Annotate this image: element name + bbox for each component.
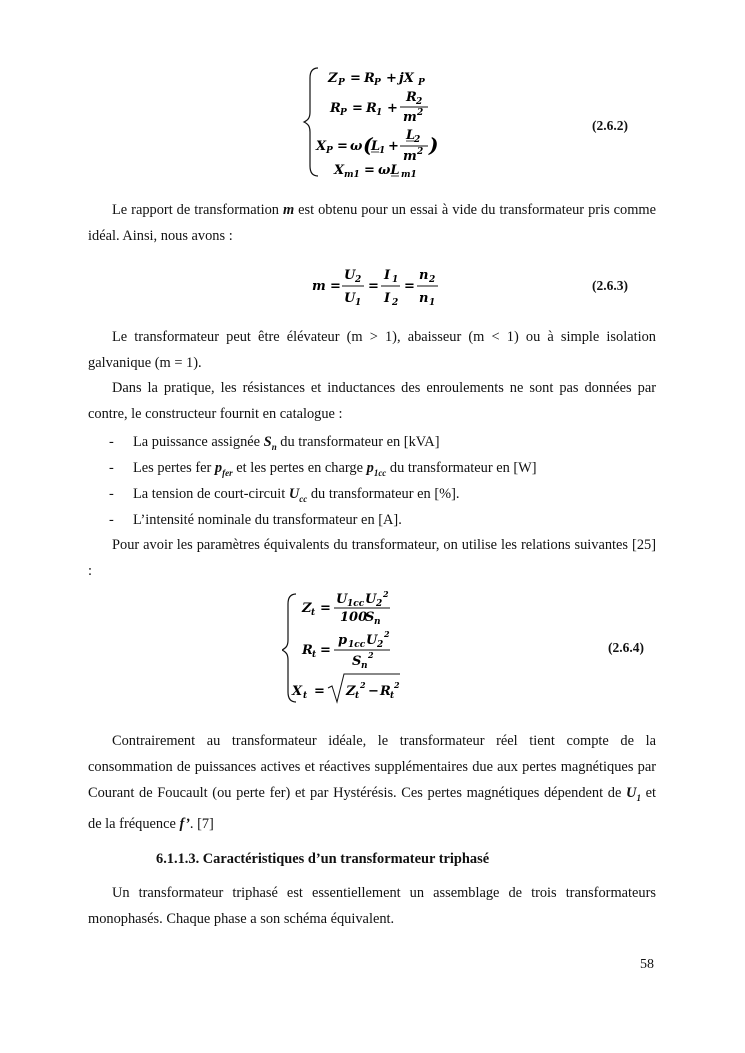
svg-text:2: 2 — [377, 640, 384, 650]
svg-text:=: = — [320, 601, 331, 616]
svg-text:I: I — [384, 291, 391, 306]
svg-text:=: = — [352, 101, 363, 116]
svg-text:R: R — [330, 101, 341, 116]
paragraph: Un transformateur triphasé est essentiellement un assemblage de trois transformateurs monophasés. Chaque phase a son schéma équivalent. — [88, 885, 656, 927]
svg-text:=: = — [314, 684, 325, 699]
svg-text:2: 2 — [414, 135, 421, 145]
svg-text:X: X — [316, 139, 327, 154]
svg-text:2: 2 — [360, 680, 366, 690]
paragraph: Le transformateur peut être élévateur (m > 1), abaisseur (m < 1) ou à simple isolation galvanique (m = 1). — [88, 329, 656, 371]
svg-text:m: m — [403, 110, 417, 125]
page-number: 58 — [640, 957, 654, 972]
svg-text:n: n — [361, 661, 368, 671]
svg-text:1: 1 — [379, 146, 386, 156]
equation-2-6-3 — [308, 262, 448, 312]
svg-text:P: P — [418, 78, 425, 88]
svg-text:X: X — [292, 684, 303, 699]
svg-text:U: U — [344, 291, 356, 306]
svg-text:U: U — [336, 592, 348, 607]
svg-text:=: = — [337, 139, 348, 154]
svg-text:+: + — [388, 139, 399, 154]
svg-text:2: 2 — [429, 275, 436, 285]
svg-text:1: 1 — [429, 298, 436, 308]
svg-text:1: 1 — [392, 275, 399, 285]
svg-text:=: = — [364, 163, 375, 178]
document-page: Z P = R P + jX P R P = R 1 + R 2 m 2 X P = ω ( L 1 + L 2 m 2 ) X m1 = ωL m1 (2.6.2) Le rapport de transformation m est obtenu pour un essai à vide du transformateur pris comme idéal. Ainsi, nous avons : m = U 2 U 1 = I 1 I 2 = n 2 n 1 (2.6.3) Le transformateur peut être élévateur (m > 1), abaisseur (m < 1) ou à simple isolation galvanique (m = 1). Dans la pratique, les résistances et inductances des enroulements ne sont pas données par contre, le constructeur fournit en catalogue : - La puissance assignée $S_n$ du transformateur en [kVA] - Les pertes fer $p_{fer}$ et les pertes en charge $p_{1cc}$ du transformateur en [W] - La tension de court-circuit $U_{cc}$ du transformateur en [%]. - L’intensité nominale du transformateur en [A]. Pour avoir les paramètres équivalents du transformateur, on utilise les relations suivantes [25] : Z t = U 1cc U 2 2 100 S n R t = p 1cc U 2 2 S n 2 X t = Z t 2 − R t 2 (2.6.4) Contrairement au transformateur idéale, le transformateur réel tient compte de la consommation de puissances actives et réactives supplémentaires due aux pertes magnétiques par Courant de Foucault (ou perte fer) et par Hystérésis. Ces pertes magnétiques dépendent de $U_1$ et de la fréquence f’. [7] 6.1.1.3. Caractéristiques d’un transformateur triphasé Un transformateur triphasé est essentiellement un assemblage de trois transformateurs monophasés. Chaque phase a son schéma équivalent. 58 — [0, 0, 745, 1053]
svg-text:U: U — [344, 268, 356, 283]
svg-text:R: R — [406, 90, 417, 105]
svg-text:P: P — [338, 78, 345, 88]
svg-text:P: P — [374, 78, 381, 88]
svg-text:=: = — [330, 279, 341, 294]
svg-text:2: 2 — [416, 97, 423, 107]
paragraph: Le rapport de transformation m est obtenu pour un essai à vide du transformateur pris comme idéal. Ainsi, nous avons : — [88, 202, 656, 244]
svg-text:m: m — [403, 149, 417, 164]
svg-text:+: + — [387, 101, 398, 116]
svg-text:n: n — [419, 268, 429, 283]
svg-text:S: S — [365, 610, 375, 625]
svg-text:2: 2 — [384, 629, 390, 639]
svg-text:t: t — [312, 650, 317, 660]
svg-text:2: 2 — [392, 298, 399, 308]
svg-text:m1: m1 — [401, 170, 417, 180]
svg-text:n: n — [374, 617, 381, 627]
svg-text:1cc: 1cc — [347, 599, 365, 609]
svg-text:1: 1 — [355, 298, 362, 308]
svg-text:−: − — [368, 684, 379, 699]
svg-text:2: 2 — [355, 275, 362, 285]
svg-text:Z: Z — [302, 601, 312, 616]
svg-text:n: n — [419, 291, 429, 306]
paragraph: Contrairement au transformateur idéale, le transformateur réel tient compte de la consommation de puissances actives et réactives supplémentaires due aux pertes magnétiques par Courant de Foucault (ou perte fer) et par Hystérésis. Ces pertes magnétiques dépendent de $U_1$ et de la fréquence f’. [7] — [88, 733, 657, 832]
svg-text:ω: ω — [350, 139, 363, 154]
svg-text:I: I — [384, 268, 391, 283]
svg-text:Z: Z — [328, 71, 338, 86]
svg-text:P: P — [326, 146, 333, 156]
equation-2-6-2 — [300, 62, 460, 182]
svg-text:=: = — [404, 279, 415, 294]
svg-text:P: P — [340, 108, 347, 118]
svg-text:): ) — [429, 133, 439, 157]
svg-text:m1: m1 — [344, 170, 360, 180]
paragraph: Dans la pratique, les résistances et inductances des enroulements ne sont pas données par contre, le constructeur fournit en catalogue : — [88, 380, 656, 422]
svg-text:X: X — [334, 163, 345, 178]
equation-number: (2.6.3) — [592, 278, 628, 293]
svg-text:R: R — [302, 643, 313, 658]
svg-text:t: t — [303, 691, 308, 701]
section-heading: 6.1.1.3. Caractéristiques d’un transformateur triphasé — [156, 851, 490, 867]
svg-text:L: L — [371, 139, 381, 154]
svg-text:=: = — [320, 643, 331, 658]
svg-text:1cc: 1cc — [348, 640, 366, 650]
svg-text:L: L — [406, 128, 416, 143]
svg-text:2: 2 — [394, 680, 400, 690]
svg-text:2: 2 — [417, 108, 424, 118]
svg-text:S: S — [352, 654, 362, 669]
svg-text:U: U — [365, 592, 377, 607]
equation-number: (2.6.2) — [592, 118, 628, 133]
svg-text:Z: Z — [346, 684, 356, 699]
svg-text:ωL: ωL — [378, 163, 400, 178]
svg-text:m: m — [312, 279, 326, 294]
svg-text:t: t — [355, 691, 360, 701]
equation-number: (2.6.4) — [608, 640, 644, 655]
svg-text:2: 2 — [368, 650, 374, 660]
svg-text:+: + — [386, 71, 397, 86]
svg-text:jX: jX — [399, 71, 414, 86]
svg-text:R: R — [380, 684, 391, 699]
svg-text:2: 2 — [376, 599, 383, 609]
svg-text:=: = — [368, 279, 379, 294]
svg-text:=: = — [350, 71, 361, 86]
svg-text:p: p — [338, 633, 348, 648]
svg-text:t: t — [390, 691, 395, 701]
variable: m — [282, 202, 295, 218]
svg-text:(: ( — [363, 133, 373, 157]
svg-text:2: 2 — [383, 589, 389, 599]
equation-2-6-4 — [282, 588, 422, 710]
svg-text:R: R — [364, 71, 375, 86]
svg-text:100: 100 — [340, 610, 368, 625]
svg-text:t: t — [311, 608, 316, 618]
svg-text:U: U — [366, 633, 378, 648]
paragraph: Pour avoir les paramètres équivalents du transformateur, on utilise les relations suivantes [25] : — [88, 537, 656, 579]
svg-text:1: 1 — [376, 108, 383, 118]
svg-text:R: R — [366, 101, 377, 116]
svg-text:2: 2 — [417, 147, 424, 157]
